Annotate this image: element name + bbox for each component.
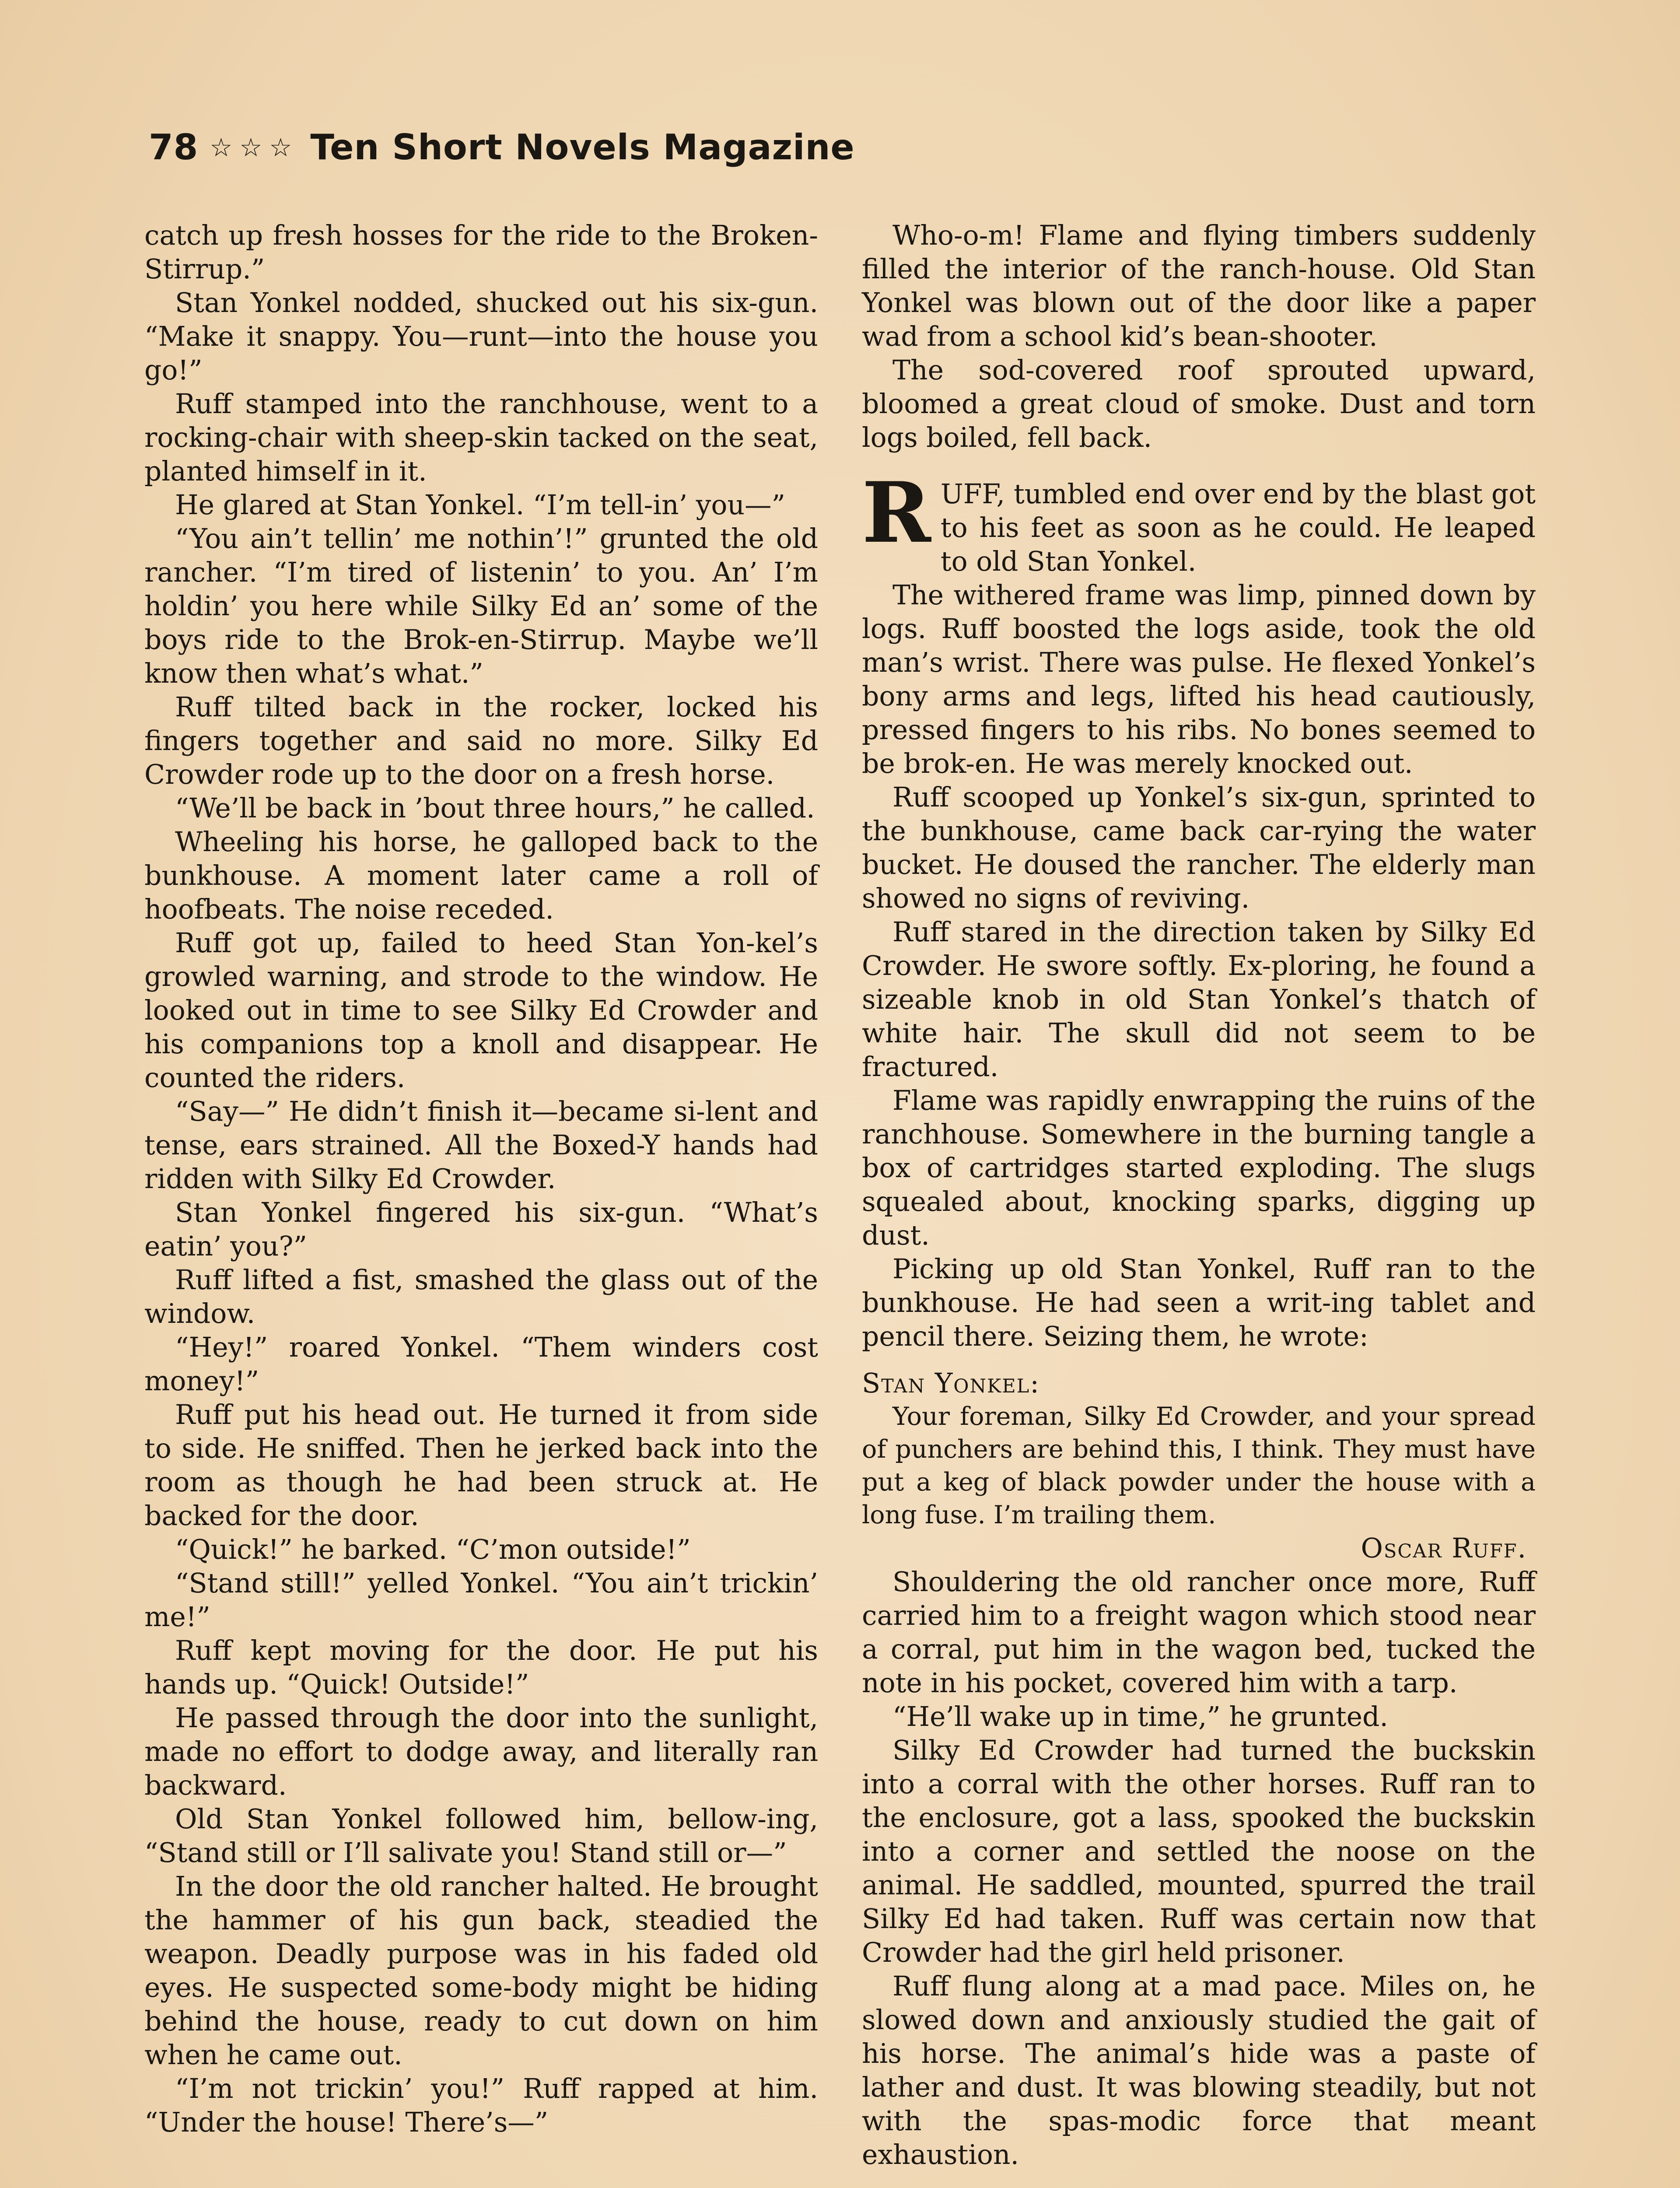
paragraph: “Quick!” he barked. “C’mon outside!” [175, 1534, 691, 1565]
paragraph: Stan Yonkel nodded, shucked out his six-gun. “Make it snappy. You—runt—into the house you go!” [144, 287, 818, 386]
note-letter [862, 1367, 1536, 1565]
paragraph: “He’ll wake up in time,” he grunted. [892, 1701, 1388, 1732]
paragraph: “Hey!” roared Yonkel. “Them winders cost money!” [144, 1332, 818, 1397]
paragraph: Flame was rapidly enwrapping the ruins of the ranchhouse. Somewhere in the burning tangle a box of cartridges started exploding. The slugs squealed about, knocking sparks, digging up dust. [862, 1085, 1536, 1251]
paragraph: Ruff tilted back in the rocker, locked his fingers together and said no more. Silky Ed Crowder rode up to the door on a fresh horse. [144, 691, 818, 790]
paragraph: Ruff stamped into the ranchhouse, went to a rocking-chair with sheep-skin tacked on the seat, planted himself in it. [144, 388, 818, 487]
paragraph: Shouldering the old rancher once more, Ruff carried him to a freight wagon which stood near a corral, put him in the wagon bed, tucked the note in his pocket, covered him with a tarp. [862, 1566, 1536, 1699]
paragraph: He passed through the door into the sunlight, made no effort to dodge away, and literally ran backward. [144, 1702, 818, 1801]
letter-body: Your foreman, Silky Ed Crowder, and your spread of punchers are behind this, I think. They must have put a keg of black powder under the house with a long fuse. I’m trailing them. [862, 1402, 1536, 1529]
dropcap-paragraph [862, 464, 1536, 579]
paragraph: Old Stan Yonkel followed him, bellow-ing, “Stand still or I’ll salivate you! Stand still or—” [144, 1803, 818, 1869]
drop-cap-letter: R [862, 464, 931, 561]
paragraph: Ruff flung along at a mad pace. Miles on, he slowed down and anxiously studied the gait of his horse. The animal’s hide was a paste of lather and dust. It was blowing steadily, but not with the spas-modic force that meant exhaustion. [862, 1971, 1536, 2170]
magazine-title: Ten Short Novels Magazine [310, 127, 855, 168]
paragraph: Who-o-m! Flame and flying timbers suddenly filled the interior of the ranch-house. Old Stan Yonkel was blown out of the door like a paper wad from a school kid’s bean-shooter. [862, 220, 1536, 352]
paragraph: Stan Yonkel fingered his six-gun. “What’s eatin’ you?” [144, 1197, 818, 1262]
paragraph: Ruff stared in the direction taken by Silky Ed Crowder. He swore softly. Ex-ploring, he found a sizeable knob in old Stan Yonkel’s thatch of white hair. The skull did not seem to be fractured. [862, 916, 1536, 1083]
stars-ornament: ☆☆☆ [210, 132, 299, 162]
paragraph: “We’ll be back in ’bout three hours,” he called. [175, 792, 815, 824]
paragraph: Wheeling his horse, he galloped back to the bunkhouse. A moment later came a roll of hoofbeats. The noise receded. [144, 826, 818, 925]
paragraph: catch up fresh hosses for the ride to the Broken-Stirrup.” [144, 220, 818, 285]
paragraph: “I’m not trickin’ you!” Ruff rapped at him. “Under the house! There’s—” [144, 2073, 818, 2138]
paragraph: “Say—” He didn’t finish it—became si-lent and tense, ears strained. All the Boxed-Y hands had ridden with Silky Ed Crowder. [144, 1096, 818, 1195]
paragraph: The sod-covered roof sprouted upward, bloomed a great cloud of smoke. Dust and torn logs boiled, fell back. [862, 354, 1536, 453]
paragraph: “Stand still!” yelled Yonkel. “You ain’t trickin’ me!” [144, 1567, 818, 1633]
dropcap-text: UFF, tumbled end over end by the blast got to his feet as soon as he could. He leaped to old Stan Yonkel. [940, 478, 1536, 577]
page-header [149, 127, 855, 168]
paragraph: The withered frame was limp, pinned down by logs. Ruff boosted the logs aside, took the old man’s wrist. There was pulse. He flexed Yonkel’s bony arms and legs, lifted his head cautiously, pressed fingers to his ribs. No bones seemed to be brok-en. He was merely knocked out. [862, 579, 1536, 779]
paragraph: He glared at Stan Yonkel. “I’m tell-in’ you—” [175, 489, 785, 521]
paragraph: Ruff scooped up Yonkel’s six-gun, sprinted to the bunkhouse, came back car-rying the water bucket. He doused the rancher. The elderly man showed no signs of reviving. [862, 782, 1536, 914]
page-number: 78 [149, 127, 199, 168]
paragraph: Ruff kept moving for the door. He put his hands up. “Quick! Outside!” [144, 1635, 818, 1700]
left-column [144, 219, 818, 2139]
paragraph: Ruff lifted a fist, smashed the glass out of the window. [144, 1264, 818, 1329]
right-column [862, 219, 1536, 2172]
paragraph: Ruff got up, failed to heed Stan Yon-kel’s growled warning, and strode to the window. He looked out in time to see Silky Ed Crowder and his companions top a knoll and disappear. He counted the riders. [144, 927, 818, 1094]
letter-signature: Oscar Ruff. [1361, 1532, 1527, 1564]
paragraph: Picking up old Stan Yonkel, Ruff ran to the bunkhouse. He had seen a writ-ing tablet and pencil there. Seizing them, he wrote: [862, 1253, 1536, 1352]
paragraph: “You ain’t tellin’ me nothin’!” grunted the old rancher. “I’m tired of listenin’ to you. An’ I’m holdin’ you here while Silky Ed an’ some of the boys ride to the Brok-en-Stirrup. Maybe we’ll know then what’s what.” [144, 523, 818, 689]
paragraph: Silky Ed Crowder had turned the buckskin into a corral with the other horses. Ruff ran to the enclosure, got a lass, spooked the buckskin into a corner and settled the noose on the animal. He saddled, mounted, spurred the trail Silky Ed had taken. Ruff was certain now that Crowder had the girl held prisoner. [862, 1735, 1536, 1968]
paragraph: Ruff put his head out. He turned it from side to side. He sniffed. Then he jerked back into the room as though he had been struck at. He backed for the door. [144, 1399, 818, 1532]
paragraph: In the door the old rancher halted. He brought the hammer of his gun back, steadied the weapon. Deadly purpose was in his faded old eyes. He suspected some-body might be hiding behind the house, ready to cut down on him when he came out. [144, 1871, 818, 2071]
letter-salutation: Stan Yonkel: [862, 1368, 1040, 1399]
